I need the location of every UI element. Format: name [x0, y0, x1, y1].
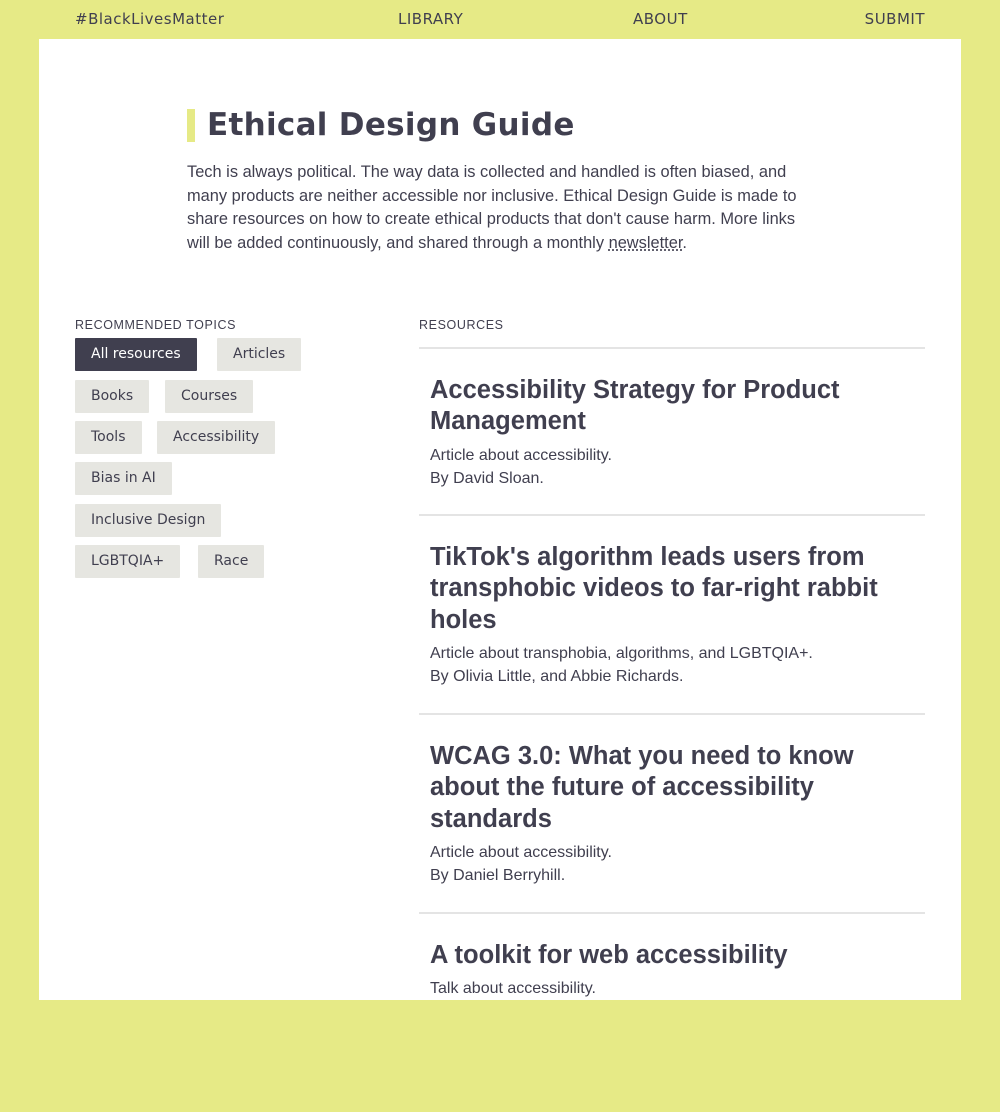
resource-item[interactable]	[419, 713, 925, 912]
intro-paragraph	[187, 161, 817, 255]
nav-link-black-lives-matter[interactable]: #BlackLivesMatter	[75, 10, 225, 28]
topic-chip-bias-in-ai[interactable]: Bias in AI	[75, 462, 172, 495]
resource-author: By Olivia Little, and Abbie Richards.	[430, 668, 684, 686]
resource-type: Article about transphobia, algorithms, and LGBTQIA+.	[430, 644, 813, 662]
topic-chip-race[interactable]: Race	[198, 545, 264, 578]
resource-title[interactable]: Accessibility Strategy for Product Management	[430, 376, 840, 436]
nav-link-library[interactable]: LIBRARY	[398, 10, 464, 28]
recommended-topics-label: RECOMMENDED TOPICS	[75, 318, 237, 332]
resource-author: By David Sloan.	[430, 470, 544, 488]
top-navigation	[0, 0, 1000, 39]
resource-type: Article about accessibility.	[430, 843, 612, 861]
page-title: Ethical Design Guide	[207, 107, 575, 143]
nav-link-submit[interactable]: SUBMIT	[864, 10, 925, 28]
resource-title[interactable]: A toolkit for web accessibility	[430, 941, 788, 969]
title-accent-bar	[187, 109, 195, 142]
topic-chip-lgbtqia[interactable]: LGBTQIA+	[75, 545, 180, 578]
resource-list	[419, 347, 925, 1112]
resource-description	[430, 841, 925, 888]
newsletter-link[interactable]: newsletter	[608, 233, 683, 252]
topic-chip-accessibility[interactable]: Accessibility	[157, 421, 275, 454]
resource-item[interactable]	[419, 912, 925, 1112]
resource-description	[430, 977, 925, 1001]
resource-description	[430, 444, 925, 491]
resource-item[interactable]	[419, 347, 925, 514]
topic-chip-books[interactable]: Books	[75, 380, 149, 413]
resource-author: By Daniel Berryhill.	[430, 867, 566, 885]
main-content-card	[39, 39, 961, 1000]
topic-chip-inclusive-design[interactable]: Inclusive Design	[75, 504, 221, 537]
resource-title[interactable]: WCAG 3.0: What you need to know about the future of accessibility standards	[430, 742, 854, 833]
resources-label: RESOURCES	[419, 318, 504, 332]
topic-chip-courses[interactable]: Courses	[165, 380, 253, 413]
topic-chip-articles[interactable]: Articles	[217, 338, 301, 371]
nav-link-about[interactable]: ABOUT	[633, 10, 688, 28]
intro-end: .	[682, 233, 687, 252]
topic-chip-all-resources[interactable]: All resources	[75, 338, 197, 371]
resource-type: Article about accessibility.	[430, 446, 612, 464]
resource-description	[430, 642, 925, 689]
intro-text: Tech is always political. The way data is collected and handled is often biased, and many products are neither accessible nor inclusive. Ethical Design Guide is made to share resources on how to create ethical products that don't cause harm. More links will be added continuously, and shared through a monthly	[187, 163, 797, 252]
resource-title[interactable]: TikTok's algorithm leads users from transphobic videos to far-right rabbit holes	[430, 543, 878, 634]
resource-item[interactable]	[419, 514, 925, 713]
topic-chip-tools[interactable]: Tools	[75, 421, 142, 454]
resource-type: Talk about accessibility.	[430, 980, 596, 998]
